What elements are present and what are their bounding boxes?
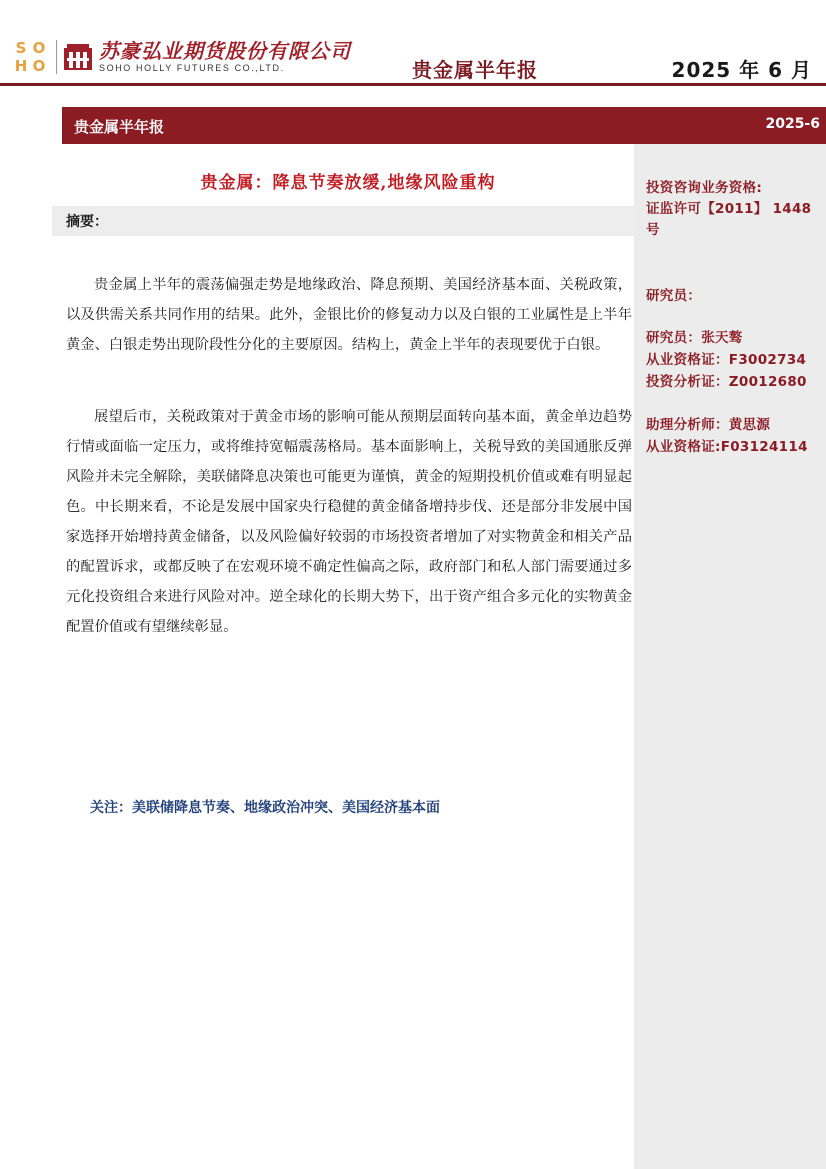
qualification-license: 证监许可【2011】 1448: [646, 201, 812, 217]
abstract-paragraph-1: 贵金属上半年的震荡偏强走势是地缘政治、降息预期、美国经济基本面、关税政策，以及供需关系共同作用的结果。此外，金银比价的修复动力以及白银的工业属性是上半年黄金、白银走势出现阶段性分化的主要原因。结构上，黄金上半年的表现要优于白银。: [66, 277, 632, 353]
banner-title: 贵金属半年报: [74, 118, 165, 136]
abstract-bar: [52, 206, 634, 236]
report-title: 贵金属：降息节奏放缓,地缘风险重构: [200, 173, 496, 193]
logo-letter: S: [15, 39, 27, 57]
abstract-paragraph-2: 展望后市，关税政策对于黄金市场的影响可能从预期层面转向基本面，黄金单边趋势行情或面临一定压力，或将维持宽幅震荡格局。基本面影响上，关税导致的美国通胀反弹风险并未完全解除，美联储降息决策也可能更为谨慎，黄金的短期投机价值或难有明显起色。中长期来看，不论是发展中国家央行稳健的黄金储备增持步伐、还是部分非发展中国家选择开始增持黄金储备，以及风险偏好较弱的市场投资者增加了对实物黄金和相关产品的配置诉求，或都反映了在宏观环境不确定性偏高之际，政府部门和私人部门需要通过多元化投资组合来进行风险对冲。逆全球化的长期大势下，出于资产组合多元化的实物黄金配置价值或有望继续彰显。: [66, 409, 632, 635]
banner-date: 2025-6: [765, 116, 820, 132]
assistant-cert: 从业资格证:F03124114: [646, 439, 808, 455]
qualification-license-suffix: 号: [646, 222, 660, 238]
report-date: 2025 年 6 月: [671, 58, 812, 82]
company-name-cn: 苏豪弘业期货股份有限公司: [99, 39, 351, 63]
assistant-name: 助理分析师：黄思源: [646, 417, 771, 433]
holly-emblem-icon: [63, 42, 93, 72]
logo-divider: [56, 40, 57, 74]
logo-letter: O: [32, 39, 46, 57]
researcher-heading: 研究员：: [646, 288, 702, 304]
researcher-cert: 从业资格证：F3002734: [646, 352, 807, 368]
researcher-name: 研究员：张天骜: [646, 330, 743, 346]
focus-line: 关注：美联储降息节奏、地缘政治冲突、美国经济基本面: [90, 800, 440, 816]
soho-logo-icon: [12, 39, 48, 75]
logo-letter: H: [14, 57, 28, 75]
company-name-en: SOHO HOLLY FUTURES CO.,LTD.: [99, 63, 285, 73]
researcher-invest-cert: 投资分析证：Z0012680: [646, 374, 807, 390]
company-logo: [12, 38, 351, 76]
header-divider: [0, 83, 826, 86]
section-banner: [62, 107, 826, 144]
abstract-label: 摘要：: [66, 214, 108, 230]
report-type-header: 贵金属半年报: [412, 58, 538, 82]
logo-letter: O: [32, 57, 46, 75]
qualification-label: 投资咨询业务资格:: [646, 180, 763, 196]
